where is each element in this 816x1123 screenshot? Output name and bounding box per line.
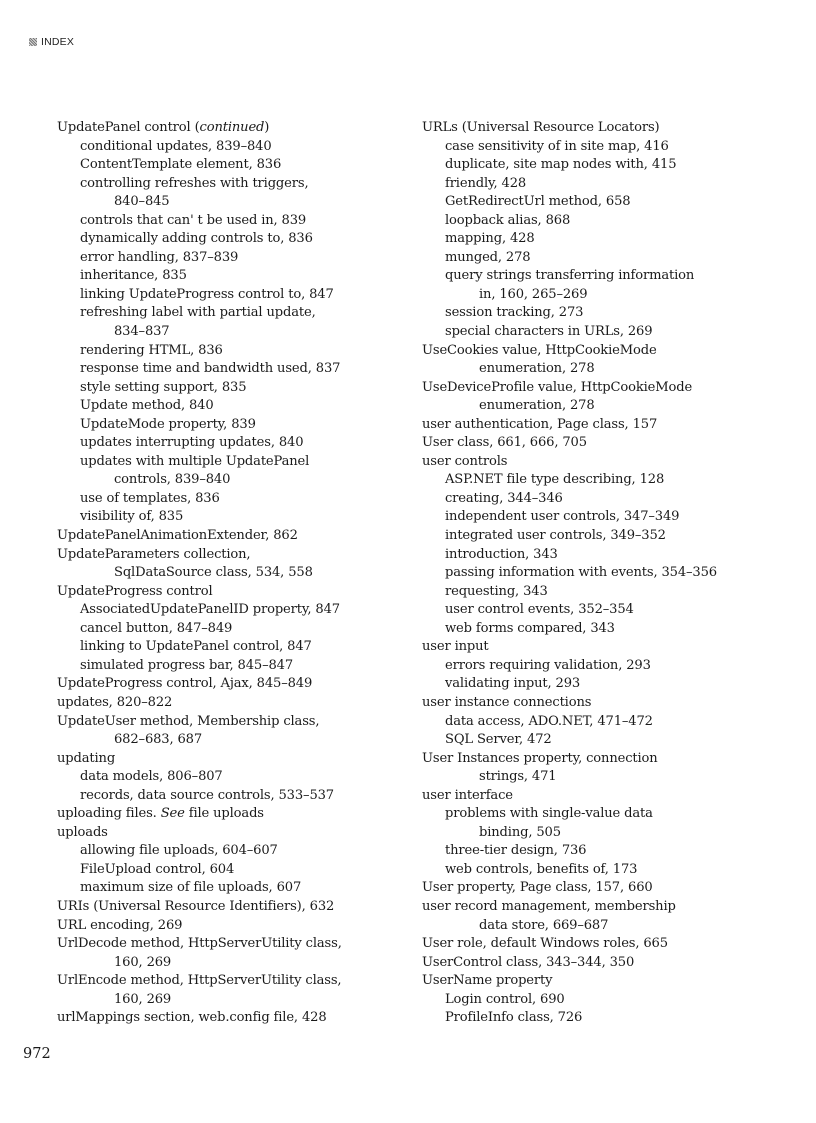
- entry-text: conditional updates, 839–840: [80, 138, 272, 154]
- entry-line: [422, 972, 767, 991]
- entry-text: user instance connections: [422, 694, 592, 710]
- entry-text: user controls: [422, 453, 508, 469]
- index-entry: [57, 972, 402, 1009]
- entry-text: user control events, 352–354: [445, 602, 634, 618]
- index-subentry: [422, 304, 767, 323]
- entry-line: [80, 861, 402, 880]
- entry-text: UpdateUser method, Membership class,: [57, 713, 320, 729]
- entry-text: query strings transferring information: [445, 268, 695, 284]
- entry-text: web forms compared, 343: [445, 620, 615, 636]
- entry-line-continuation: [80, 471, 402, 490]
- entry-text: UpdateParameters collection,: [57, 546, 251, 562]
- entry-text: refreshing label with partial update,: [80, 305, 316, 321]
- index-entry: [422, 879, 767, 898]
- entry-line: [445, 527, 767, 546]
- index-subentry: [57, 156, 402, 175]
- index-subentry: [422, 527, 767, 546]
- index-subentry: [422, 675, 767, 694]
- entry-text: file uploads: [184, 806, 264, 822]
- entry-line: [57, 119, 402, 138]
- entry-line: [445, 156, 767, 175]
- entry-line: [80, 138, 402, 157]
- entry-line-continuation: [422, 397, 767, 416]
- entry-text: in, 160, 265–269: [479, 286, 588, 302]
- entry-text: UpdateMode property, 839: [80, 416, 256, 432]
- entry-line: [445, 675, 767, 694]
- entry-text: user input: [422, 639, 489, 655]
- index-subentry: [57, 175, 402, 212]
- index-subentry: [422, 564, 767, 583]
- entry-text: friendly, 428: [445, 175, 527, 191]
- index-subentry: [57, 230, 402, 249]
- entry-text: urlMappings section, web.config file, 428: [57, 1010, 327, 1026]
- entry-line: [57, 917, 402, 936]
- index-subentry: [422, 1009, 767, 1028]
- entry-line: [422, 750, 767, 769]
- index-subentry: [57, 768, 402, 787]
- index-subentry: [57, 490, 402, 509]
- index-subentry: [422, 156, 767, 175]
- index-subentry: [422, 212, 767, 231]
- entry-text: user interface: [422, 787, 513, 803]
- entry-text: problems with single-value data: [445, 806, 653, 822]
- entry-line: [445, 861, 767, 880]
- index-subentry: [422, 193, 767, 212]
- entry-text: passing information with events, 354–356: [445, 565, 717, 581]
- entry-line: [80, 879, 402, 898]
- index-column-right: [422, 119, 767, 1028]
- index-entry: [422, 434, 767, 453]
- index-subentry: [422, 731, 767, 750]
- entry-line: [80, 416, 402, 435]
- index-subentry: [57, 842, 402, 861]
- entry-line: [57, 1009, 402, 1028]
- entry-line: [445, 471, 767, 490]
- entry-line: [445, 842, 767, 861]
- entry-text: integrated user controls, 349–352: [445, 528, 666, 544]
- entry-text: munged, 278: [445, 249, 531, 265]
- entry-text: User property, Page class, 157, 660: [422, 880, 653, 896]
- entry-text: requesting, 343: [445, 583, 548, 599]
- index-entry: [57, 675, 402, 694]
- entry-text: FileUpload control, 604: [80, 861, 235, 877]
- entry-line: [445, 601, 767, 620]
- entry-text: linking UpdateProgress control to, 847: [80, 286, 334, 302]
- index-subentry: [422, 991, 767, 1010]
- entry-text: UrlDecode method, HttpServerUtility class,: [57, 936, 342, 952]
- entry-text: uploading files.: [57, 806, 161, 822]
- index-entry: [57, 527, 402, 546]
- index-entry: [422, 935, 767, 954]
- entry-text: duplicate, site map nodes with, 415: [445, 157, 677, 173]
- entry-text: URL encoding, 269: [57, 917, 183, 933]
- entry-line: [80, 620, 402, 639]
- index-subentry: [57, 342, 402, 361]
- entry-text: UpdateProgress control, Ajax, 845–849: [57, 676, 313, 692]
- index-entry: [57, 1009, 402, 1028]
- entry-line-continuation: [57, 564, 402, 583]
- index-subentry: [57, 267, 402, 286]
- index-subentry: [422, 583, 767, 602]
- entry-text: records, data source controls, 533–537: [80, 787, 334, 803]
- entry-text: web controls, benefits of, 173: [445, 861, 638, 877]
- entry-text: user record management, membership: [422, 898, 676, 914]
- index-subentry: [57, 360, 402, 379]
- index-subentry: [422, 323, 767, 342]
- entry-text: allowing file uploads, 604–607: [80, 843, 278, 859]
- entry-text: three-tier design, 736: [445, 843, 587, 859]
- entry-line: [445, 657, 767, 676]
- entry-text: data models, 806–807: [80, 769, 223, 785]
- entry-line-continuation: [445, 824, 767, 843]
- entry-line: [57, 546, 402, 565]
- entry-line: [422, 638, 767, 657]
- entry-line: [80, 490, 402, 509]
- entry-line: [445, 805, 767, 824]
- entry-line: [445, 249, 767, 268]
- entry-text: SQL Server, 472: [445, 732, 552, 748]
- entry-line: [57, 694, 402, 713]
- entry-line: [57, 750, 402, 769]
- entry-line-continuation: [445, 286, 767, 305]
- entry-text: enumeration, 278: [479, 398, 595, 414]
- entry-line: [422, 379, 767, 398]
- running-header: [29, 36, 74, 48]
- index-subentry: [57, 397, 402, 416]
- entry-line: [80, 434, 402, 453]
- entry-text: controls that can' t be used in, 839: [80, 212, 307, 228]
- index-subentry: [422, 508, 767, 527]
- entry-line: [422, 694, 767, 713]
- page-number: 972: [23, 1046, 51, 1062]
- entry-line: [80, 768, 402, 787]
- entry-text: UserControl class, 343–344, 350: [422, 954, 635, 970]
- index-subentry: [57, 787, 402, 806]
- entry-text: rendering HTML, 836: [80, 342, 223, 358]
- index-subentry: [57, 508, 402, 527]
- entry-text: ASP.NET file type describing, 128: [445, 472, 665, 488]
- entry-text: AssociatedUpdatePanelID property, 847: [80, 602, 340, 618]
- index-subentry: [422, 471, 767, 490]
- entry-text: 840–845: [114, 194, 170, 210]
- index-subentry: [422, 842, 767, 861]
- entry-text: errors requiring validation, 293: [445, 657, 651, 673]
- index-subentry: [422, 620, 767, 639]
- entry-text: URLs (Universal Resource Locators): [422, 120, 660, 135]
- index-entry: [422, 694, 767, 713]
- entry-line: [57, 935, 402, 954]
- index-entry: [422, 750, 767, 787]
- entry-text: mapping, 428: [445, 231, 535, 247]
- entry-line: [445, 564, 767, 583]
- entry-text: strings, 471: [479, 769, 557, 785]
- entry-text: SqlDataSource class, 534, 558: [114, 565, 313, 581]
- entry-line: [445, 731, 767, 750]
- header-marker-icon: [29, 38, 37, 46]
- entry-text: maximum size of file uploads, 607: [80, 880, 302, 896]
- entry-text: case sensitivity of in site map, 416: [445, 138, 669, 154]
- entry-line: [80, 304, 402, 323]
- entry-line: [422, 787, 767, 806]
- entry-line-continuation: [57, 731, 402, 750]
- entry-text: UseCookies value, HttpCookieMode: [422, 342, 657, 358]
- entry-line: [80, 379, 402, 398]
- index-subentry: [422, 657, 767, 676]
- index-subentry: [422, 138, 767, 157]
- entry-line: [422, 954, 767, 973]
- index-subentry: [422, 267, 767, 304]
- entry-text: UseDeviceProfile value, HttpCookieMode: [422, 379, 693, 395]
- index-entry: [57, 583, 402, 602]
- index-entry: [57, 694, 402, 713]
- entry-line: [57, 972, 402, 991]
- entry-text: UserName property: [422, 973, 553, 989]
- entry-text: 834–837: [114, 324, 170, 340]
- index-entry: [422, 954, 767, 973]
- entry-line: [422, 342, 767, 361]
- entry-text: data store, 669–687: [479, 917, 609, 933]
- index-subentry: [57, 879, 402, 898]
- index-subentry: [57, 453, 402, 490]
- index-subentry: [57, 657, 402, 676]
- index-entry: [422, 787, 767, 806]
- entry-line: [80, 342, 402, 361]
- entry-line: [57, 824, 402, 843]
- entry-line: [445, 304, 767, 323]
- entry-line: [80, 787, 402, 806]
- entry-text: cancel button, 847–849: [80, 620, 233, 636]
- entry-line: [445, 138, 767, 157]
- index-entry: [57, 824, 402, 843]
- entry-line: [57, 805, 402, 824]
- entry-text: User Instances property, connection: [422, 750, 658, 766]
- entry-line: [422, 453, 767, 472]
- index-subentry: [422, 230, 767, 249]
- index-subentry: [57, 638, 402, 657]
- index-subentry: [57, 304, 402, 341]
- entry-line: [57, 527, 402, 546]
- entry-text: updating: [57, 750, 116, 766]
- entry-text: ): [264, 120, 270, 135]
- entry-text: binding, 505: [479, 824, 561, 840]
- entry-text: UpdatePanelAnimationExtender, 862: [57, 528, 298, 544]
- entry-text: data access, ADO.NET, 471–472: [445, 713, 653, 729]
- entry-text: ContentTemplate element, 836: [80, 157, 282, 173]
- entry-line: [422, 898, 767, 917]
- index-subentry: [57, 416, 402, 435]
- entry-line: [422, 879, 767, 898]
- index-entry: [422, 416, 767, 435]
- entry-line: [80, 397, 402, 416]
- entry-text: 682–683, 687: [114, 732, 203, 748]
- entry-line: [57, 713, 402, 732]
- entry-line: [445, 620, 767, 639]
- entry-text: response time and bandwidth used, 837: [80, 361, 341, 377]
- entry-text: special characters in URLs, 269: [445, 324, 653, 340]
- entry-text: uploads: [57, 824, 108, 840]
- index-entry: [422, 638, 767, 657]
- index-entry: [422, 342, 767, 379]
- entry-text: User class, 661, 666, 705: [422, 435, 587, 451]
- entry-line: [80, 601, 402, 620]
- entry-line: [80, 360, 402, 379]
- entry-line: [445, 991, 767, 1010]
- entry-text: dynamically adding controls to, 836: [80, 231, 313, 247]
- entry-text: linking to UpdatePanel control, 847: [80, 639, 312, 655]
- entry-line: [80, 453, 402, 472]
- index-subentry: [57, 286, 402, 305]
- entry-text: updates with multiple UpdatePanel: [80, 453, 310, 469]
- entry-line: [445, 175, 767, 194]
- entry-line-continuation: [422, 917, 767, 936]
- index-subentry: [422, 175, 767, 194]
- entry-text: use of templates, 836: [80, 490, 220, 506]
- index-subentry: [57, 379, 402, 398]
- index-subentry: [422, 713, 767, 732]
- entry-text: 160, 269: [114, 954, 172, 970]
- entry-line: [57, 583, 402, 602]
- entry-text: User role, default Windows roles, 665: [422, 936, 668, 952]
- entry-text: UpdatePanel control (: [57, 120, 200, 135]
- index-entry: [422, 119, 767, 138]
- index-entry: [57, 898, 402, 917]
- entry-line: [445, 583, 767, 602]
- entry-line: [422, 935, 767, 954]
- entry-text: 160, 269: [114, 991, 172, 1007]
- entry-line-continuation: [57, 991, 402, 1010]
- entry-line-continuation: [57, 954, 402, 973]
- entry-line: [445, 1009, 767, 1028]
- index-column-left: [57, 119, 402, 1028]
- entry-line-continuation: [80, 193, 402, 212]
- entry-text: enumeration, 278: [479, 361, 595, 377]
- entry-line: [445, 713, 767, 732]
- index-subentry: [422, 861, 767, 880]
- index-entry: [57, 546, 402, 583]
- entry-text: ProfileInfo class, 726: [445, 1010, 583, 1026]
- entry-line: [80, 230, 402, 249]
- index-entry: [57, 750, 402, 769]
- entry-line: [445, 508, 767, 527]
- index-entry: [422, 898, 767, 935]
- entry-text: visibility of, 835: [80, 509, 184, 525]
- index-subentry: [422, 601, 767, 620]
- entry-line: [57, 675, 402, 694]
- entry-text: session tracking, 273: [445, 305, 584, 321]
- entry-line: [80, 508, 402, 527]
- entry-line: [422, 416, 767, 435]
- index-entry: [57, 119, 402, 138]
- entry-line: [445, 230, 767, 249]
- index-subentry: [57, 249, 402, 268]
- entry-text: controlling refreshes with triggers,: [80, 175, 309, 191]
- entry-text: introduction, 343: [445, 546, 558, 562]
- entry-text: URIs (Universal Resource Identifiers), 632: [57, 898, 335, 914]
- index-entry: [422, 972, 767, 991]
- entry-line-continuation: [422, 360, 767, 379]
- entry-text: inheritance, 835: [80, 268, 187, 284]
- entry-line: [80, 156, 402, 175]
- entry-line-continuation: [80, 323, 402, 342]
- index-subentry: [57, 212, 402, 231]
- entry-text-italic: See: [160, 806, 185, 822]
- entry-text: updates, 820–822: [57, 694, 173, 710]
- entry-line: [445, 212, 767, 231]
- entry-line: [422, 434, 767, 453]
- index-subentry: [57, 138, 402, 157]
- entry-line: [445, 323, 767, 342]
- entry-line: [445, 546, 767, 565]
- entry-line: [80, 657, 402, 676]
- entry-line: [422, 119, 767, 138]
- entry-text: updates interrupting updates, 840: [80, 435, 304, 451]
- entry-text: validating input, 293: [445, 676, 581, 692]
- entry-text: error handling, 837–839: [80, 249, 239, 265]
- index-subentry: [422, 249, 767, 268]
- entry-text: user authentication, Page class, 157: [422, 416, 658, 432]
- entry-line: [80, 249, 402, 268]
- entry-line: [445, 490, 767, 509]
- entry-text: UpdateProgress control: [57, 583, 213, 599]
- index-entry: [57, 935, 402, 972]
- index-subentry: [422, 805, 767, 842]
- entry-text-italic: continued: [199, 120, 265, 135]
- entry-line: [80, 638, 402, 657]
- entry-text: controls, 839–840: [114, 472, 231, 488]
- entry-line-continuation: [422, 768, 767, 787]
- index-entry: [422, 453, 767, 472]
- entry-line: [445, 193, 767, 212]
- index-subentry: [57, 601, 402, 620]
- entry-text: loopback alias, 868: [445, 212, 571, 228]
- entry-line: [57, 898, 402, 917]
- index-subentry: [57, 434, 402, 453]
- entry-line: [80, 175, 402, 194]
- entry-text: creating, 344–346: [445, 490, 563, 506]
- entry-text: independent user controls, 347–349: [445, 509, 680, 525]
- index-subentry: [57, 620, 402, 639]
- entry-text: style setting support, 835: [80, 379, 247, 395]
- index-entry: [57, 713, 402, 750]
- entry-line: [80, 212, 402, 231]
- index-subentry: [422, 490, 767, 509]
- index-subentry: [57, 861, 402, 880]
- index-entry: [422, 379, 767, 416]
- index-entry: [57, 917, 402, 936]
- section-title: INDEX: [41, 36, 75, 48]
- entry-line: [445, 267, 767, 286]
- entry-text: UrlEncode method, HttpServerUtility class,: [57, 973, 342, 989]
- entry-line: [80, 267, 402, 286]
- entry-text: simulated progress bar, 845–847: [80, 657, 294, 673]
- entry-line: [80, 286, 402, 305]
- entry-text: Update method, 840: [80, 398, 214, 414]
- entry-text: Login control, 690: [445, 991, 565, 1007]
- entry-line: [80, 842, 402, 861]
- entry-text: GetRedirectUrl method, 658: [445, 194, 631, 210]
- index-entry: [57, 805, 402, 824]
- index-subentry: [422, 546, 767, 565]
